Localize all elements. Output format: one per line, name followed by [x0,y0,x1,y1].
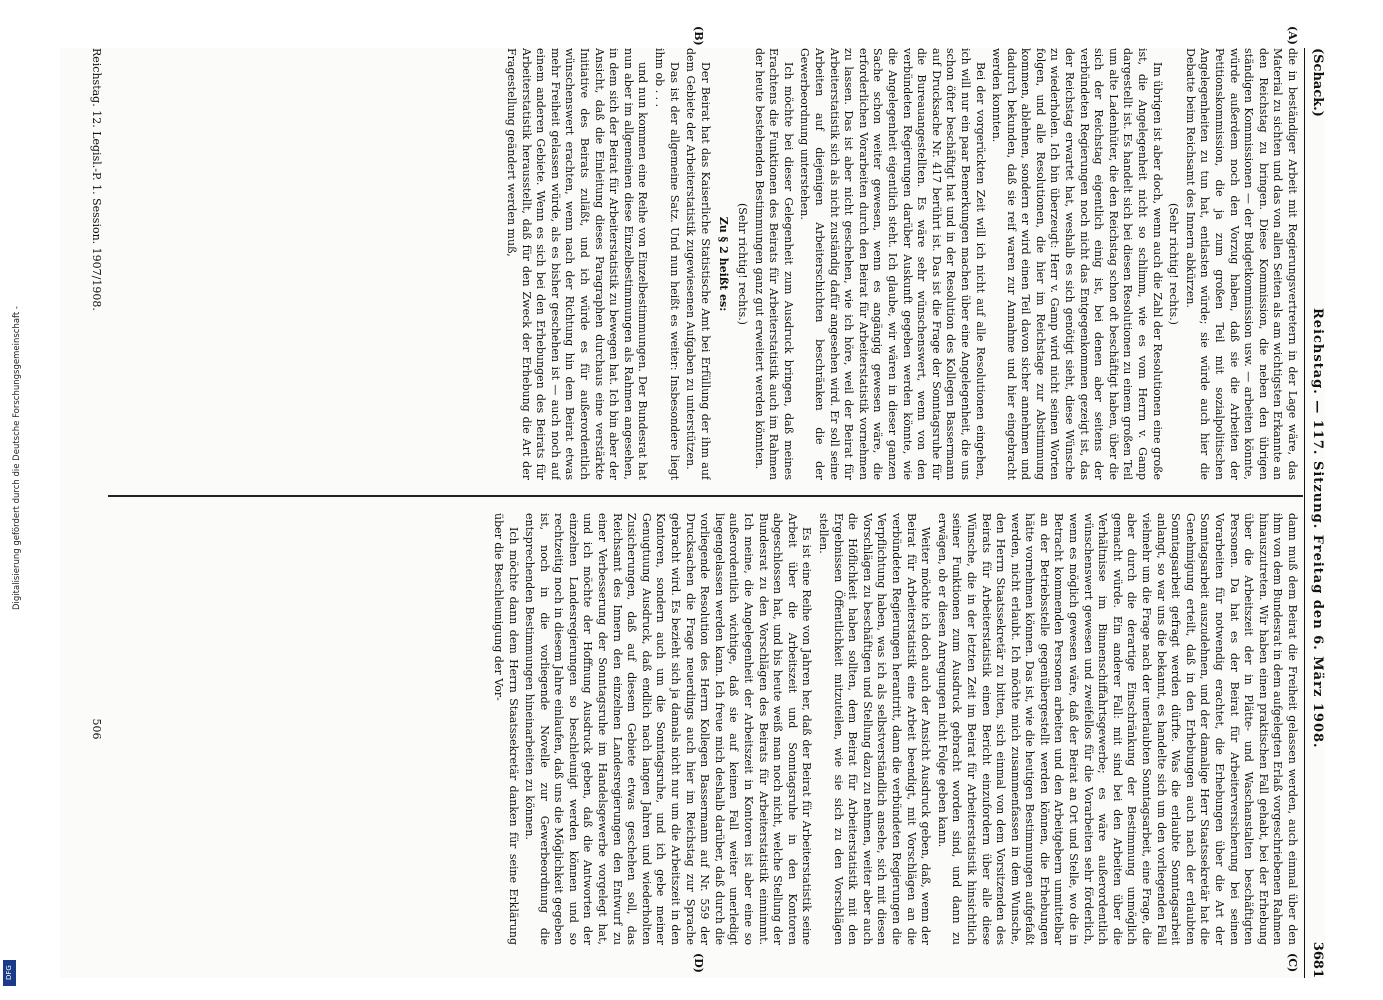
quoted-clause: Der Beirat hat das Kaiserliche Statistische Amt bei Erfüllung der ihm auf dem Gebiete der Arbeiterstatistik zugewiesenen Aufgaben zu unterstützen. [684,48,712,480]
margin-marker-b: (B) [692,26,705,46]
paragraph: und nun kommen eine Reihe von Einzelbestimmungen. Der Bundesrat hat nun aber im allgemeinen diese Einzelbestimmungen als Rahmen angesehen, in dem sich der Beirat für Arbeiterstatistik zu bewegen hat. Ich bin aber der Ansicht, daß die Einleitung dieses Paragraphen durchaus eine verstärkte Initiative des Beirats zuläßt, und ich würde es für außerordentlich wünschenswert erachten, wenn nach der Richtung hin dem Beirat etwas mehr Freiheit gelassen würde, als es bisher geschehen ist — auch noch auf einem anderen Gebiete. Wenn es sich bei den Erhebungen des Beirats für Arbeiterstatistik herausstellt, daß für den Zweck der Erhebung die Art der Fragestellung geändert werden muß, [505,48,650,480]
column-divider [108,495,1303,497]
page-number: 3681 [1310,941,1325,978]
footer-legislature: Reichstag. 12. Legisl.-P. 1. Session. 1907/1908. [90,48,103,311]
interjection: (Sehr richtig! rechts.) [1167,203,1181,325]
funding-note: Digitalisierung gefördert durch die Deutsche Forschungsgemeinschaft - [12,306,22,610]
paragraph: Es ist eine Reihe von Jahren her, daß der Beirat für Arbeiterstatistik seine Arbeit über die Arbeitszeit und Sonntagsruhe in den Kontoren abgeschlossen hat, und bis heute weiß man noch nicht, welche Stellung der Bundesrat zu den Vorschlägen des Beirats für Arbeiterstatistik einnimmt. Ich meine, die Angelegenheit der Arbeitszeit in Kontoren ist aber eine so außerordentlich wichtige, daß sie auf keinen Fall weiter unerledigt liegengelassen werden kann. Ich freue mich deshalb darüber, daß durch die vorliegende Resolution des Herrn Kollegen Bassermann auf Nr. 559 der Drucksachen die Frage neuerdings auch hier im Reichstag zur Sprache gebracht wird. Es bezieht sich ja damals nicht nur um die Arbeitszeit in den Kontoren, sondern auch um die Sonntagsruhe, und ich gebe meiner Genugtuung Ausdruck, daß endlich nach langen Jahren und wiederholten Zusicherungen, daß auf diesem Gebiete etwas geschehen soll, das Reichsamt des Innern den einzelnen Landesregierungen den Entwurf zu einer Verbesserung der Sonntagsruhe im Handelsgewerbe vorgelegt hat, und ich möchte der Hoffnung Ausdruck geben, daß die Antworten der einzelnen Landesregierungen so beschleunigt werden können und so rechtzeitig noch in diesem Jahre einlaufen, daß uns die Möglichkeit gegeben ist, noch in die vorliegende Novelle zur Gewerbeordnung die entsprechenden Bestimmungen hineinarbeiten zu können. [523,513,814,945]
dfg-logo: DFG [3,960,16,986]
interjection: (Sehr richtig! rechts.) [736,203,750,325]
margin-marker-c: (C) [1286,953,1299,973]
running-header [1304,48,1325,978]
footer-sheet-number: 506 [90,718,103,740]
speaker-tag: (Schack.) [1310,48,1325,117]
paragraph: Im übrigen ist aber doch, wenn auch die Zahl der Resolutionen eine große ist, die Angelegenheit nicht so schlimm, wie es vom Herrn v. Gamp dargestellt ist. Es handelt sich bei diesen Resolutionen zu einem großen Teil um alte Ladenhüter, die den Reichstag schon oft beschäftigt haben, über die sich der Reichstag eigentlich einig ist, bei denen aber seitens der verbündeten Regierungen noch nicht das Entgegenkommen gezeigt ist, das der Reichstag erwartet hat, weshalb es sich genötigt sieht, diese Wünsche zu wiederholen. Ich bin überzeugt: Herr v. Gamp wird nicht seinen Worten folgen, und alle Resolutionen, die hier im Reichstage zur Abstimmung kommen, ablehnen, sondern er wird einen Teil davon sicher annehmen und dadurch bekunden, daß sie reif waren zur Annahme und hier eingebracht werden konnten. [990,48,1164,480]
left-column [109,48,1299,480]
paragraph: Ich möchte bei dieser Gelegenheit zum Ausdruck bringen, daß meines Erachtens die Funktionen des Beirats für Arbeiterstatistik auch im Rahmen der heute bestehenden Bestimmungen ganz gut erweitert werden könnten. [752,48,795,480]
right-column [109,513,1299,945]
margin-marker-a: (A) [1286,26,1299,45]
session-title: Reichstag. — 117. Sitzung. Freitag den 6. März 1908. [1310,308,1325,749]
paragraph: die in beständiger Arbeit mit Regierungsvertretern in der Lage wäre, das Material zu sichten und das von allen Seiten als am wichtigsten Erkannte an den Reichstag zu bringen. Diese Kommission, die neben den übrigen ständigen Kommissionen — der Budgetkommission usw. — arbeiten könnte, würde außerdem noch den Vorzug haben, daß sie die Arbeiten der Petitionskommission, die ja zum großen Teil mit sozialpolitischen Angelegenheiten zu tun hat, entlasten würde; sie würde auch hier die Debatte beim Reichsamt des Innern abkürzen. [1183,48,1299,480]
paragraph: Bei der vorgerückten Zeit will ich nicht auf alle Resolutionen eingehen, ich will nur ein paar Bemerkungen machen über eine Angelegenheit, die uns schon öfter beschäftigt hat und in der Resolution des Kollegen Bassermann auf Drucksache Nr. 417 berührt ist. Das ist die Frage der Sonntagsruhe für die Bureauangestellten. Es wäre sehr wünschenswert, wenn von den verbündeten Regierungen darüber Auskunft gegeben werden könnte, wie die Angelegenheit eigentlich steht. Ich glaube, wir wären in dieser ganzen Sache schon weiter gewesen, wenn es angängig gewesen wäre, die erforderlichen Vorarbeiten durch den Beirat für Arbeiterstatistik vornehmen zu lassen. Das ist aber nicht geschehen, wie ich höre, weil der Beirat für Arbeiterstatistik sich als nicht zuständig dafür angesehen wird. Er soll seine Arbeiten auf diejenigen Arbeiterschichten beschränken die der Gewerbeordnung unterstehen. [798,48,987,480]
printed-sheet [60,26,1325,978]
paragraph: dann muß dem Beirat die Freiheit gelassen werden, auch einmal über den ihm von dem Bundesrat in dem aufgelegten Erlaß vorgeschriebenen Rahmen hinauszutreten. Wir haben einen praktischen Fall gehabt, bei der Erhebung über die Arbeitszeit der in Plätte- und Waschanstalten beschäftigten Personen. Da hat es der Beirat für Arbeiterversicherung bei seinen Vorarbeiten für notwendig erachtet, die Erhebungen über die Art der Sonntagsarbeit auszudehnen, und der damalige Herr Staatssekretär hat die Genehmigung erteilt, daß in den Erhebungen auch nach der erlaubten Sonntagsarbeit gefragt werden dürfte. Was die erlaubte Sonntagsarbeit anlangt, so war uns die bekannt, es handelte sich um den vorliegenden Fall vielmehr um die Frage nach der unerlaubten Sonntagsarbeit, eine Frage, die aber durch die derartige Einschränkung der Bestimmung unmöglich gemacht würde. Ein anderer Fall: mit sind bei den Arbeiten über die Verhältnisse im Binnenschiffahrtsgewerbe; es wäre außerordentlich wünschenswert gewesen und zweifellos für die Vorarbeiten sehr förderlich, wenn es möglich gewesen wäre, daß der Beirat an Ort und Stelle, wo die in Betracht kommenden Personen arbeiten und den Arbeitgebern unmittelbar an der Betriebsstelle gegenübergestellt werden können, die Erhebungen hätte vornehmen können. Das ist, wie die heutigen Bestimmungen aufgefaßt werden, nicht erlaubt. Ich möchte mich zusammenfassen in dem Wunsche, den Herrn Staatssekretär zu bitten, sich einmal von dem Vorsitzenden des Beirats für Arbeiterstatistik einen Bericht einzufordern über alle diese Wünsche, die in der letzten Zeit im Beirat für Arbeiterstatistik hinsichtlich seiner Funktionen zum Ausdruck gebracht worden sind, und dann zu erwägen, ob er diesen Anregungen nicht Folge geben kann. [935,513,1299,945]
paragraph: Das ist der allgemeine Satz. Und nun heißt es weiter: Insbesondere liegt ihm ob . . . [653,48,681,480]
paragraph: Ich möchte dann dem Herrn Staatssekretär danken für seine Erklärung über die Beschleunigung der Vor- [491,513,520,945]
section-heading: Zu § 2 heißt es: [717,216,731,312]
funding-strip [0,0,20,1000]
paragraph: Weiter möchte ich doch auch der Ansicht Ausdruck geben, daß, wenn der Beirat für Arbeiterstatistik eine Arbeit beendigt, mit Vorschlägen an die verbündeten Regierungen herantritt, dann die verbündeten Regierungen die Verpflichtung haben, was ich als selbstverständlich ansehe, sich mit diesen Vorschlägen zu beschäftigen und Stellung dazu zu nehmen, weiter aber auch die Höflichkeit haben sollten, dem Beirat für Arbeiterstatistik mit den Ergebnissen Öffentlichkeit mitzuteilen, wie sie sich zu den Vorschlägen stellen. [817,513,933,945]
margin-marker-d: (D) [692,953,705,973]
